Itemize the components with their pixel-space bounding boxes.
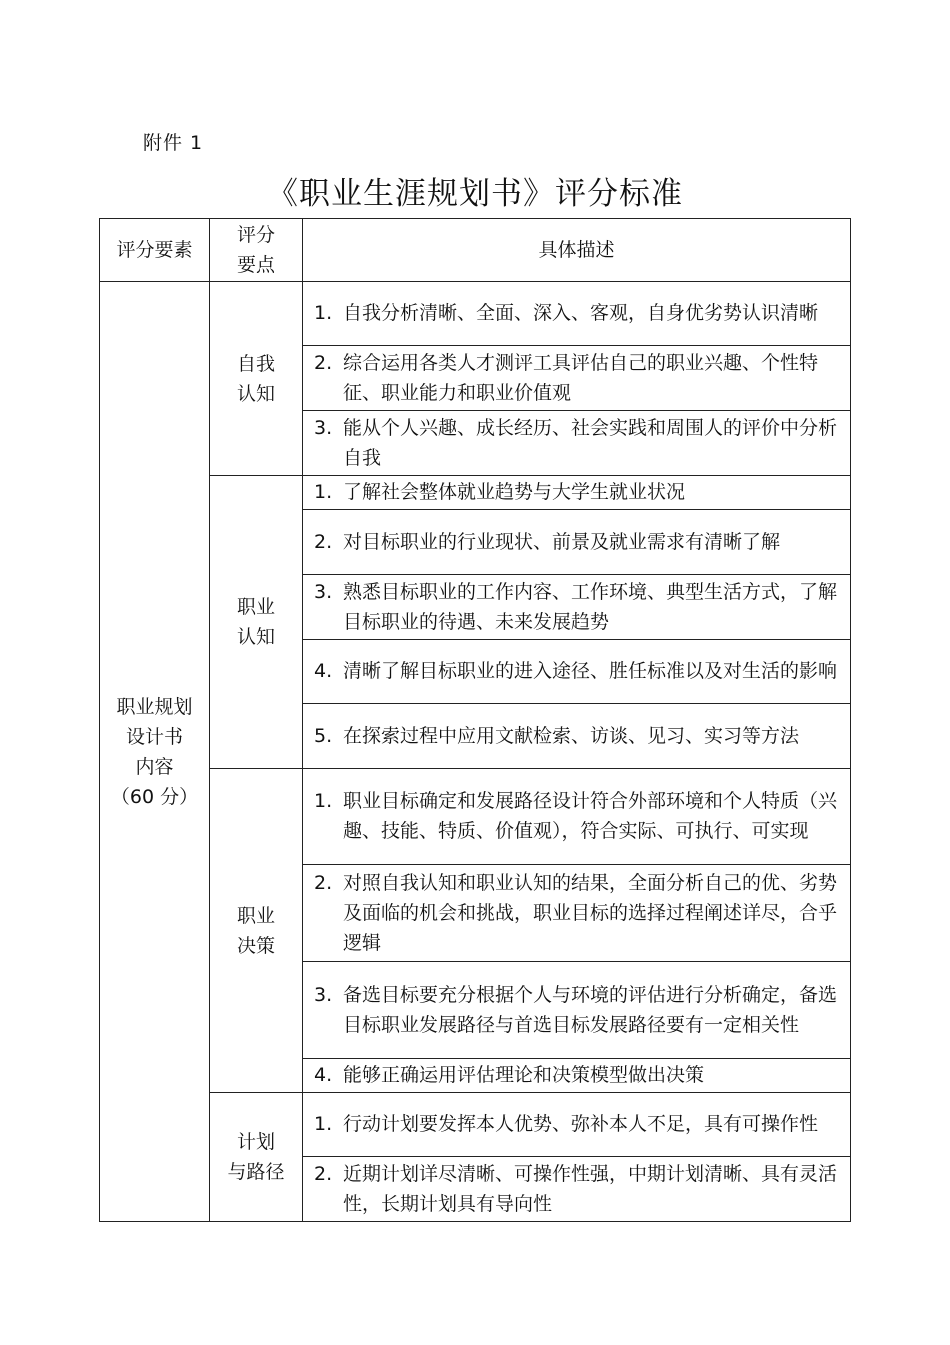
- desc-item: 1. 职业目标确定和发展路径设计符合外部环境和个人特质（兴趣、技能、特质、价值观），符合实际、可执行、可实现: [303, 769, 851, 865]
- desc-item: 1. 了解社会整体就业趋势与大学生就业状况: [303, 476, 851, 510]
- header-points: 评分 要点: [210, 219, 303, 282]
- group-plan-path: 计划 与路径: [210, 1093, 303, 1222]
- table-row: [100, 476, 851, 510]
- header-element: 评分要素: [100, 219, 210, 282]
- table-row: [100, 769, 851, 865]
- desc-item: 4. 能够正确运用评估理论和决策模型做出决策: [303, 1059, 851, 1093]
- scoring-table: [99, 218, 851, 1222]
- desc-item: 1. 行动计划要发挥本人优势、弥补本人不足，具有可操作性: [303, 1093, 851, 1157]
- group-career-decision: 职业 决策: [210, 769, 303, 1093]
- table-row: [100, 282, 851, 346]
- desc-item: 3. 备选目标要充分根据个人与环境的评估进行分析确定，备选目标职业发展路径与首选目标发展路径要有一定相关性: [303, 962, 851, 1059]
- table-header-row: [100, 219, 851, 282]
- group-career-awareness: 职业 认知: [210, 476, 303, 769]
- desc-item: 1. 自我分析清晰、全面、深入、客观，自身优劣势认识清晰: [303, 282, 851, 346]
- desc-item: 2. 对目标职业的行业现状、前景及就业需求有清晰了解: [303, 510, 851, 575]
- desc-item: 5. 在探索过程中应用文献检索、访谈、见习、实习等方法: [303, 704, 851, 769]
- desc-item: 3. 能从个人兴趣、成长经历、社会实践和周围人的评价中分析自我: [303, 411, 851, 476]
- table-row: [100, 1093, 851, 1157]
- desc-item: 2. 综合运用各类人才测评工具评估自己的职业兴趣、个性特征、职业能力和职业价值观: [303, 346, 851, 411]
- header-description: 具体描述: [303, 219, 851, 282]
- desc-item: 4. 清晰了解目标职业的进入途径、胜任标准以及对生活的影响: [303, 640, 851, 704]
- element-cell: 职业规划 设计书 内容 （60 分）: [100, 282, 210, 1222]
- desc-item: 2. 近期计划详尽清晰、可操作性强，中期计划清晰、具有灵活性，长期计划具有导向性: [303, 1157, 851, 1222]
- desc-item: 3. 熟悉目标职业的工作内容、工作环境、典型生活方式，了解目标职业的待遇、未来发展趋势: [303, 575, 851, 640]
- desc-item: 2. 对照自我认知和职业认知的结果，全面分析自己的优、劣势及面临的机会和挑战，职业目标的选择过程阐述详尽，合乎逻辑: [303, 865, 851, 962]
- attachment-label: 附件 1: [143, 132, 204, 154]
- group-self-awareness: 自我 认知: [210, 282, 303, 476]
- document-title: 《职业生涯规划书》评分标准: [267, 176, 683, 212]
